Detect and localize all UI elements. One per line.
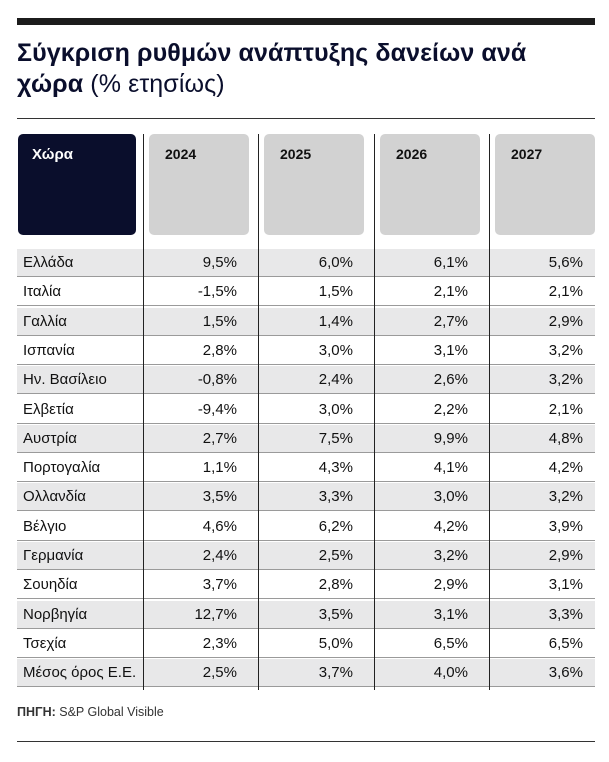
value-cell-2024: 9,5%: [202, 254, 237, 271]
value-cell-2025: 1,5%: [318, 283, 353, 301]
source-note: [17, 705, 164, 719]
value-cell-2024: 3,5%: [202, 488, 237, 506]
value-cell-2026: 3,0%: [433, 488, 468, 506]
value-cell-2027: 2,9%: [548, 312, 583, 330]
value-cell-2027: 3,3%: [548, 605, 583, 623]
value-cell-2027: 3,2%: [548, 488, 583, 506]
value-cell-2025: 2,5%: [318, 547, 353, 564]
country-name: Μέσος όρος Ε.Ε.: [23, 664, 137, 682]
table-row: [17, 542, 595, 570]
title-divider: [17, 118, 595, 119]
value-cell-2027: 6,5%: [548, 634, 583, 652]
value-cell-2024: 1,1%: [202, 459, 237, 477]
value-cell-2025: 1,4%: [318, 312, 353, 330]
country-name: Γερμανία: [23, 547, 84, 564]
source-label: ΠΗΓΗ:: [17, 705, 56, 719]
country-name: Νορβηγία: [23, 605, 88, 623]
chart-title: [17, 38, 597, 100]
table-row: [17, 483, 595, 511]
table-row: [17, 571, 595, 599]
table-row: [17, 659, 595, 687]
column-header-2027: 2027: [495, 134, 595, 235]
value-cell-2026: 6,1%: [433, 254, 468, 271]
value-cell-2024: -1,5%: [197, 283, 237, 301]
country-name: Ην. Βασίλειο: [23, 371, 107, 389]
table-row: [17, 425, 595, 453]
value-cell-2026: 2,2%: [433, 400, 468, 418]
value-cell-2027: 3,2%: [548, 371, 583, 389]
value-cell-2026: 4,0%: [433, 664, 468, 682]
value-cell-2027: 4,8%: [548, 429, 583, 447]
title-main: Σύγκριση ρυθμών ανάπτυξης δανείων ανά χώρα: [17, 39, 527, 98]
value-cell-2026: 4,1%: [433, 459, 468, 477]
value-cell-2024: 3,7%: [202, 576, 237, 594]
value-cell-2027: 2,1%: [548, 283, 583, 301]
table-row: [17, 278, 595, 306]
value-cell-2025: 6,2%: [318, 517, 353, 535]
value-cell-2027: 3,1%: [548, 576, 583, 594]
value-cell-2026: 2,1%: [433, 283, 468, 301]
country-name: Ελβετία: [23, 400, 74, 418]
value-cell-2024: -0,8%: [197, 371, 237, 389]
value-cell-2026: 6,5%: [433, 634, 468, 652]
table-row: [17, 396, 595, 424]
column-header-2025: 2025: [264, 134, 364, 235]
value-cell-2027: 2,9%: [548, 547, 583, 564]
value-cell-2026: 9,9%: [433, 429, 468, 447]
value-cell-2025: 3,7%: [318, 664, 353, 682]
value-cell-2024: 4,6%: [202, 517, 237, 535]
value-cell-2027: 5,6%: [548, 254, 583, 271]
value-cell-2026: 3,1%: [433, 341, 468, 359]
value-cell-2025: 3,3%: [318, 488, 353, 506]
value-cell-2025: 2,4%: [318, 371, 353, 389]
country-name: Βέλγιο: [23, 517, 67, 535]
value-cell-2026: 3,1%: [433, 605, 468, 623]
value-cell-2025: 3,0%: [318, 400, 353, 418]
value-cell-2025: 7,5%: [318, 429, 353, 447]
value-cell-2024: 2,7%: [202, 429, 237, 447]
value-cell-2024: -9,4%: [197, 400, 237, 418]
value-cell-2025: 4,3%: [318, 459, 353, 477]
country-name: Σουηδία: [23, 576, 78, 594]
table-row: [17, 249, 595, 277]
table-row: [17, 337, 595, 365]
value-cell-2025: 3,0%: [318, 341, 353, 359]
value-cell-2027: 4,2%: [548, 459, 583, 477]
value-cell-2025: 5,0%: [318, 634, 353, 652]
value-cell-2026: 2,9%: [433, 576, 468, 594]
column-divider: [258, 134, 259, 690]
value-cell-2027: 3,6%: [548, 664, 583, 682]
value-cell-2024: 1,5%: [202, 312, 237, 330]
column-divider: [374, 134, 375, 690]
column-divider: [489, 134, 490, 690]
country-name: Γαλλία: [23, 312, 67, 330]
value-cell-2024: 2,5%: [202, 664, 237, 682]
column-divider: [143, 134, 144, 690]
table-row: [17, 630, 595, 658]
top-rule: [17, 18, 595, 25]
column-header-2026: 2026: [380, 134, 480, 235]
value-cell-2025: 2,8%: [318, 576, 353, 594]
table-row: [17, 366, 595, 394]
country-name: Πορτογαλία: [23, 459, 101, 477]
value-cell-2026: 2,6%: [433, 371, 468, 389]
table-row: [17, 308, 595, 336]
country-name: Ολλανδία: [23, 488, 86, 506]
value-cell-2027: 3,9%: [548, 517, 583, 535]
country-name: Τσεχία: [23, 634, 67, 652]
value-cell-2025: 3,5%: [318, 605, 353, 623]
country-name: Αυστρία: [23, 429, 77, 447]
column-header-country: Χώρα: [18, 134, 136, 235]
source-value: S&P Global Visible: [59, 705, 164, 719]
title-unit: (% ετησίως): [90, 70, 225, 98]
column-header-2024: 2024: [149, 134, 249, 235]
value-cell-2024: 2,4%: [202, 547, 237, 564]
value-cell-2026: 2,7%: [433, 312, 468, 330]
value-cell-2025: 6,0%: [318, 254, 353, 271]
value-cell-2024: 12,7%: [194, 605, 237, 623]
value-cell-2024: 2,3%: [202, 634, 237, 652]
table-row: [17, 454, 595, 482]
table-row: [17, 601, 595, 629]
country-name: Ελλάδα: [23, 254, 74, 271]
bottom-rule: [17, 741, 595, 742]
table-row: [17, 513, 595, 541]
value-cell-2026: 4,2%: [433, 517, 468, 535]
value-cell-2026: 3,2%: [433, 547, 468, 564]
value-cell-2027: 3,2%: [548, 341, 583, 359]
value-cell-2024: 2,8%: [202, 341, 237, 359]
country-name: Ισπανία: [23, 341, 75, 359]
country-name: Ιταλία: [23, 283, 62, 301]
value-cell-2027: 2,1%: [548, 400, 583, 418]
